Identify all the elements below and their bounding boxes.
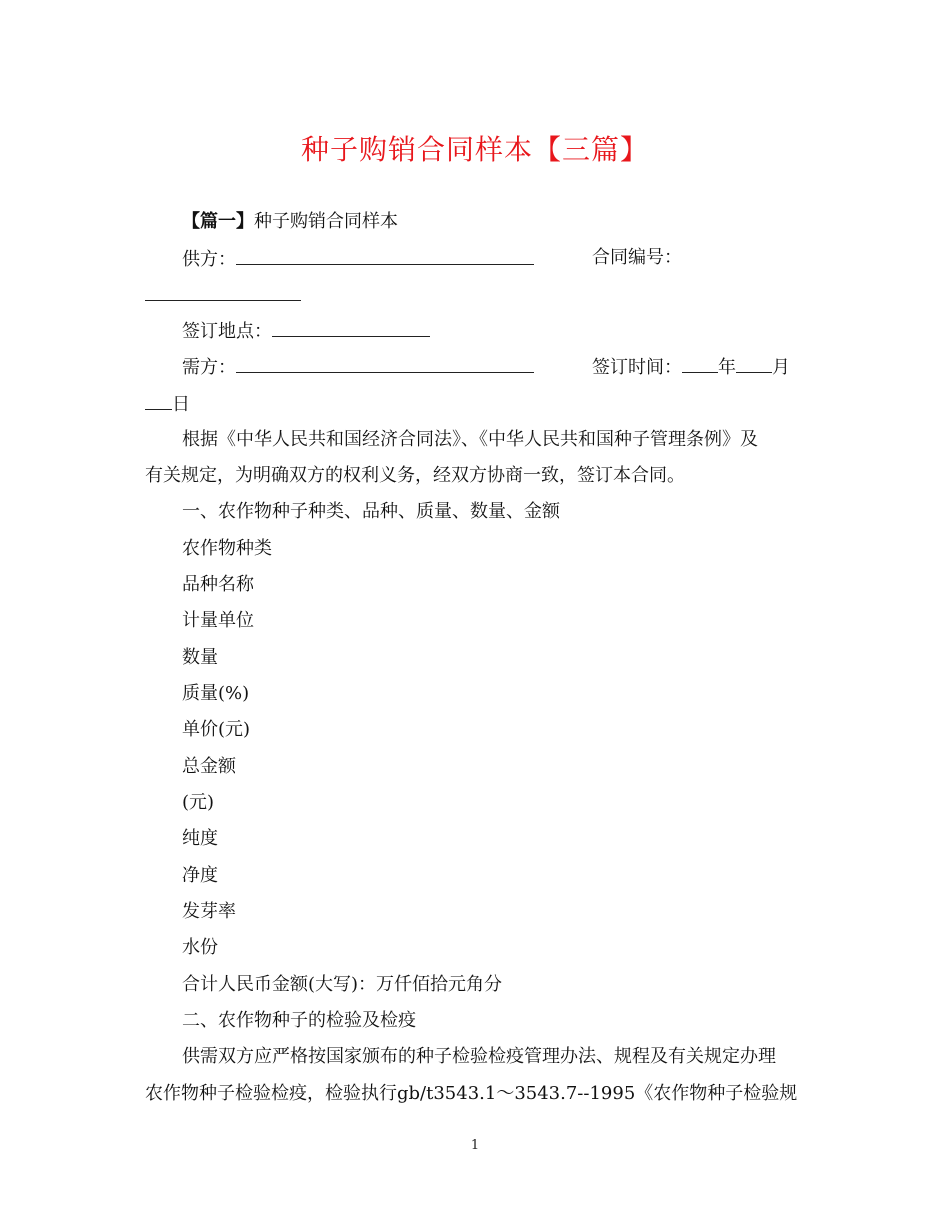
- paragraph-1-line-1: 根据《中华人民共和国经济合同法》、《中华人民共和国种子管理条例》及: [182, 429, 758, 450]
- day-blank: [145, 391, 172, 410]
- paragraph-2-line-2: 农作物种子检验检疫，检验执行gb/t3543.1～3543.7--1995《农作物种子检验规: [145, 1083, 798, 1104]
- day-label: 日: [172, 394, 190, 415]
- paragraph-2-line-1: 供需双方应严格按国家颁布的种子检验检疫管理办法、规程及有关规定办理: [182, 1046, 776, 1067]
- buyer-line: [182, 354, 534, 380]
- sign-time-label: 签订时间：: [592, 357, 682, 378]
- contract-no-label: 合同编号：: [592, 247, 682, 268]
- contract-no-blank: [145, 282, 301, 301]
- month-blank: [736, 354, 772, 373]
- heading-2: 二、农作物种子的检验及检疫: [182, 1010, 416, 1031]
- month-label: 月: [772, 357, 790, 378]
- sign-place-line: [182, 318, 430, 344]
- list-item: 单价(元): [182, 719, 251, 740]
- total-amount-line: 合计人民币金额(大写)：万仟佰拾元角分: [182, 974, 503, 995]
- contract-no-blank-line: [145, 282, 301, 308]
- year-label: 年: [718, 357, 736, 378]
- sign-time-line: [592, 354, 790, 380]
- sign-place-blank: [272, 318, 430, 337]
- list-item: 农作物种类: [182, 538, 272, 559]
- supplier-label: 供方：: [182, 249, 236, 270]
- section-heading: [182, 210, 398, 234]
- buyer-label: 需方：: [182, 357, 236, 378]
- document-title: 种子购销合同样本【三篇】: [300, 133, 649, 166]
- sign-place-label: 签订地点：: [182, 321, 272, 342]
- list-item: 质量(%): [182, 683, 250, 704]
- list-item: 品种名称: [182, 574, 254, 595]
- paragraph-1-line-2: 有关规定，为明确双方的权利义务，经双方协商一致，签订本合同。: [145, 465, 685, 486]
- list-item: 发芽率: [182, 901, 236, 922]
- section-heading-text: 种子购销合同样本: [254, 211, 398, 232]
- section-heading-bracket: 【篇一】: [182, 211, 254, 232]
- supplier-line: [182, 246, 534, 272]
- year-blank: [682, 354, 718, 373]
- list-item: (元): [182, 792, 215, 813]
- day-line: [145, 391, 190, 417]
- list-item: 纯度: [182, 828, 218, 849]
- list-item: 水份: [182, 937, 218, 958]
- list-item: 净度: [182, 865, 218, 886]
- supplier-blank: [236, 246, 534, 265]
- list-item: 计量单位: [182, 610, 254, 631]
- list-item: 总金额: [182, 756, 236, 777]
- page-number: 1: [470, 1138, 480, 1153]
- list-item: 数量: [182, 647, 218, 668]
- buyer-blank: [236, 354, 534, 373]
- heading-1: 一、农作物种子种类、品种、质量、数量、金额: [182, 501, 560, 522]
